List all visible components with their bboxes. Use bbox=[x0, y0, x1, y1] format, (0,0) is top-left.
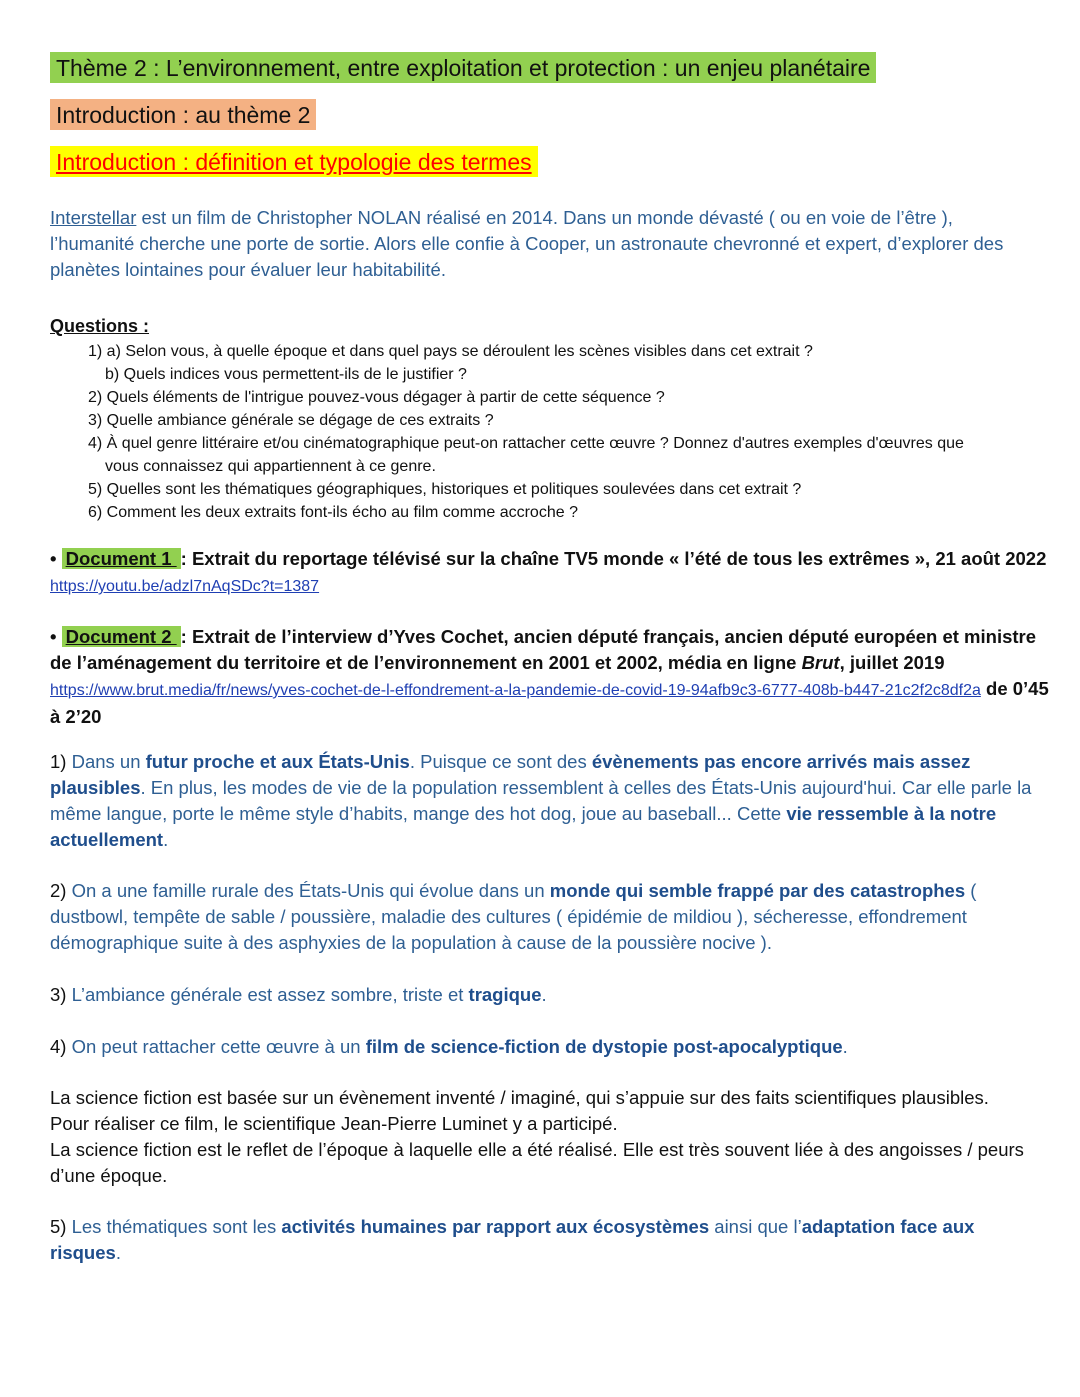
intro-text: est un film de Christopher NOLAN réalisé en 2014. Dans un monde dévasté ( ou en voie de l’être ), l’humanité cherche une porte de sortie. Alors elle confie à Cooper, un astronaute chevronné et expert, d’explorer des planètes lointaines pour évaluer leur habitabilité. bbox=[50, 207, 1004, 280]
question-item: 2) Quels éléments de l'intrigue pouvez-vous dégager à partir de cette séquence ? bbox=[88, 389, 665, 406]
intro-subheading: Introduction : définition et typologie des termes bbox=[50, 146, 538, 177]
question-item: b) Quels indices vous permettent-ils de le justifier ? bbox=[105, 366, 467, 383]
answer-2: 2) On a une famille rurale des États-Unis qui évolue dans un monde qui semble frappé par des catastrophes ( dustbowl, tempête de sable / poussière, maladie des cultures ( épidémie de mildiou ), sécheresse, effondrement démographique suite à des asphyxies de la population à cause de la poussière nocive ). bbox=[50, 880, 977, 953]
document-2-text: : Extrait de l’interview d’Yves Cochet, ancien député français, ancien député européen et ministre de l’aménagement du territoire et de l’environnement en 2001 et 2002, média en ligne bbox=[50, 626, 1037, 673]
document-1-label: Document 1 bbox=[62, 548, 181, 569]
bullet-icon: • bbox=[50, 548, 57, 569]
intro-heading: Introduction : au thème 2 bbox=[50, 99, 316, 130]
question-item: 3) Quelle ambiance générale se dégage de ces extraits ? bbox=[88, 412, 494, 429]
answer-number: 5) bbox=[50, 1216, 67, 1237]
document-1-link[interactable]: https://youtu.be/adzl7nAqSDc?t=1387 bbox=[50, 578, 320, 595]
answer-number: 1) bbox=[50, 751, 67, 772]
document-2-link[interactable]: https://www.brut.media/fr/news/yves-cochet-de-l-effondrement-a-la-pandemie-de-covid-19-94afb9c3-6777-408b-b447-21c2f2c8df2a bbox=[50, 682, 981, 699]
answer-4: 4) On peut rattacher cette œuvre à un film de science-fiction de dystopie post-apocalyptique. bbox=[50, 1036, 848, 1057]
intro-paragraph bbox=[50, 205, 1040, 283]
answer-number: 2) bbox=[50, 880, 67, 901]
document-2 bbox=[50, 624, 1050, 730]
question-item: 4) À quel genre littéraire et/ou cinématographique peut-on rattacher cette œuvre ? Donnez d'autres exemples d'œuvres que bbox=[88, 435, 964, 452]
theme-heading: Thème 2 : L’environnement, entre exploitation et protection : un enjeu planétaire bbox=[50, 52, 876, 83]
bullet-icon: • bbox=[50, 626, 57, 647]
questions-list bbox=[88, 340, 1038, 524]
answer-number: 3) bbox=[50, 984, 67, 1005]
question-item: 1) a) Selon vous, à quelle époque et dans quel pays se déroulent les scènes visibles dans cet extrait ? bbox=[88, 343, 813, 360]
questions-title: Questions : bbox=[50, 316, 150, 336]
document-2-date: , juillet 2019 bbox=[839, 652, 945, 673]
document-1 bbox=[50, 546, 1050, 600]
document-1-text: : Extrait du reportage télévisé sur la chaîne TV5 monde « l’été de tous les extrêmes », 21 août 2022 bbox=[180, 548, 1047, 569]
question-item: vous connaissez qui appartiennent à ce genre. bbox=[105, 458, 436, 475]
question-item: 5) Quelles sont les thématiques géographiques, historiques et politiques soulevées dans cet extrait ? bbox=[88, 481, 802, 498]
answer-5: 5) Les thématiques sont les activités humaines par rapport aux écosystèmes ainsi que l’adaptation face aux risques. bbox=[50, 1216, 975, 1263]
question-item: 6) Comment les deux extraits font-ils écho au film comme accroche ? bbox=[88, 504, 578, 521]
answer-1: 1) Dans un futur proche et aux États-Unis. Puisque ce sont des évènements pas encore arrivés mais assez plausibles. En plus, les modes de vie de la population ressemblent à celles des États-Unis aujourd'hui. Car elle parle la même langue, porte le même style d’habits, mange des hot dog, joue au baseball... Cette vie ressemble à la notre actuellement. bbox=[50, 751, 1032, 850]
science-fiction-definition: La science fiction est basée sur un évènement inventé / imaginé, qui s’appuie sur des faits scientifiques plausibles. Pour réaliser ce film, le scientifique Jean-Pierre Luminet y a participé. La science fiction est le reflet de l’époque à laquelle elle a été réalisé. Elle est très souvent liée à des angoisses / peurs d’une époque. bbox=[50, 1087, 1024, 1186]
document-2-media: Brut bbox=[801, 652, 840, 673]
document-2-label: Document 2 bbox=[62, 626, 181, 647]
answer-number: 4) bbox=[50, 1036, 67, 1057]
document-2-time: de 0’45 à 2’20 bbox=[50, 678, 1049, 727]
answer-3: 3) L’ambiance générale est assez sombre, triste et tragique. bbox=[50, 984, 547, 1005]
film-title-link[interactable]: Interstellar bbox=[50, 207, 137, 228]
